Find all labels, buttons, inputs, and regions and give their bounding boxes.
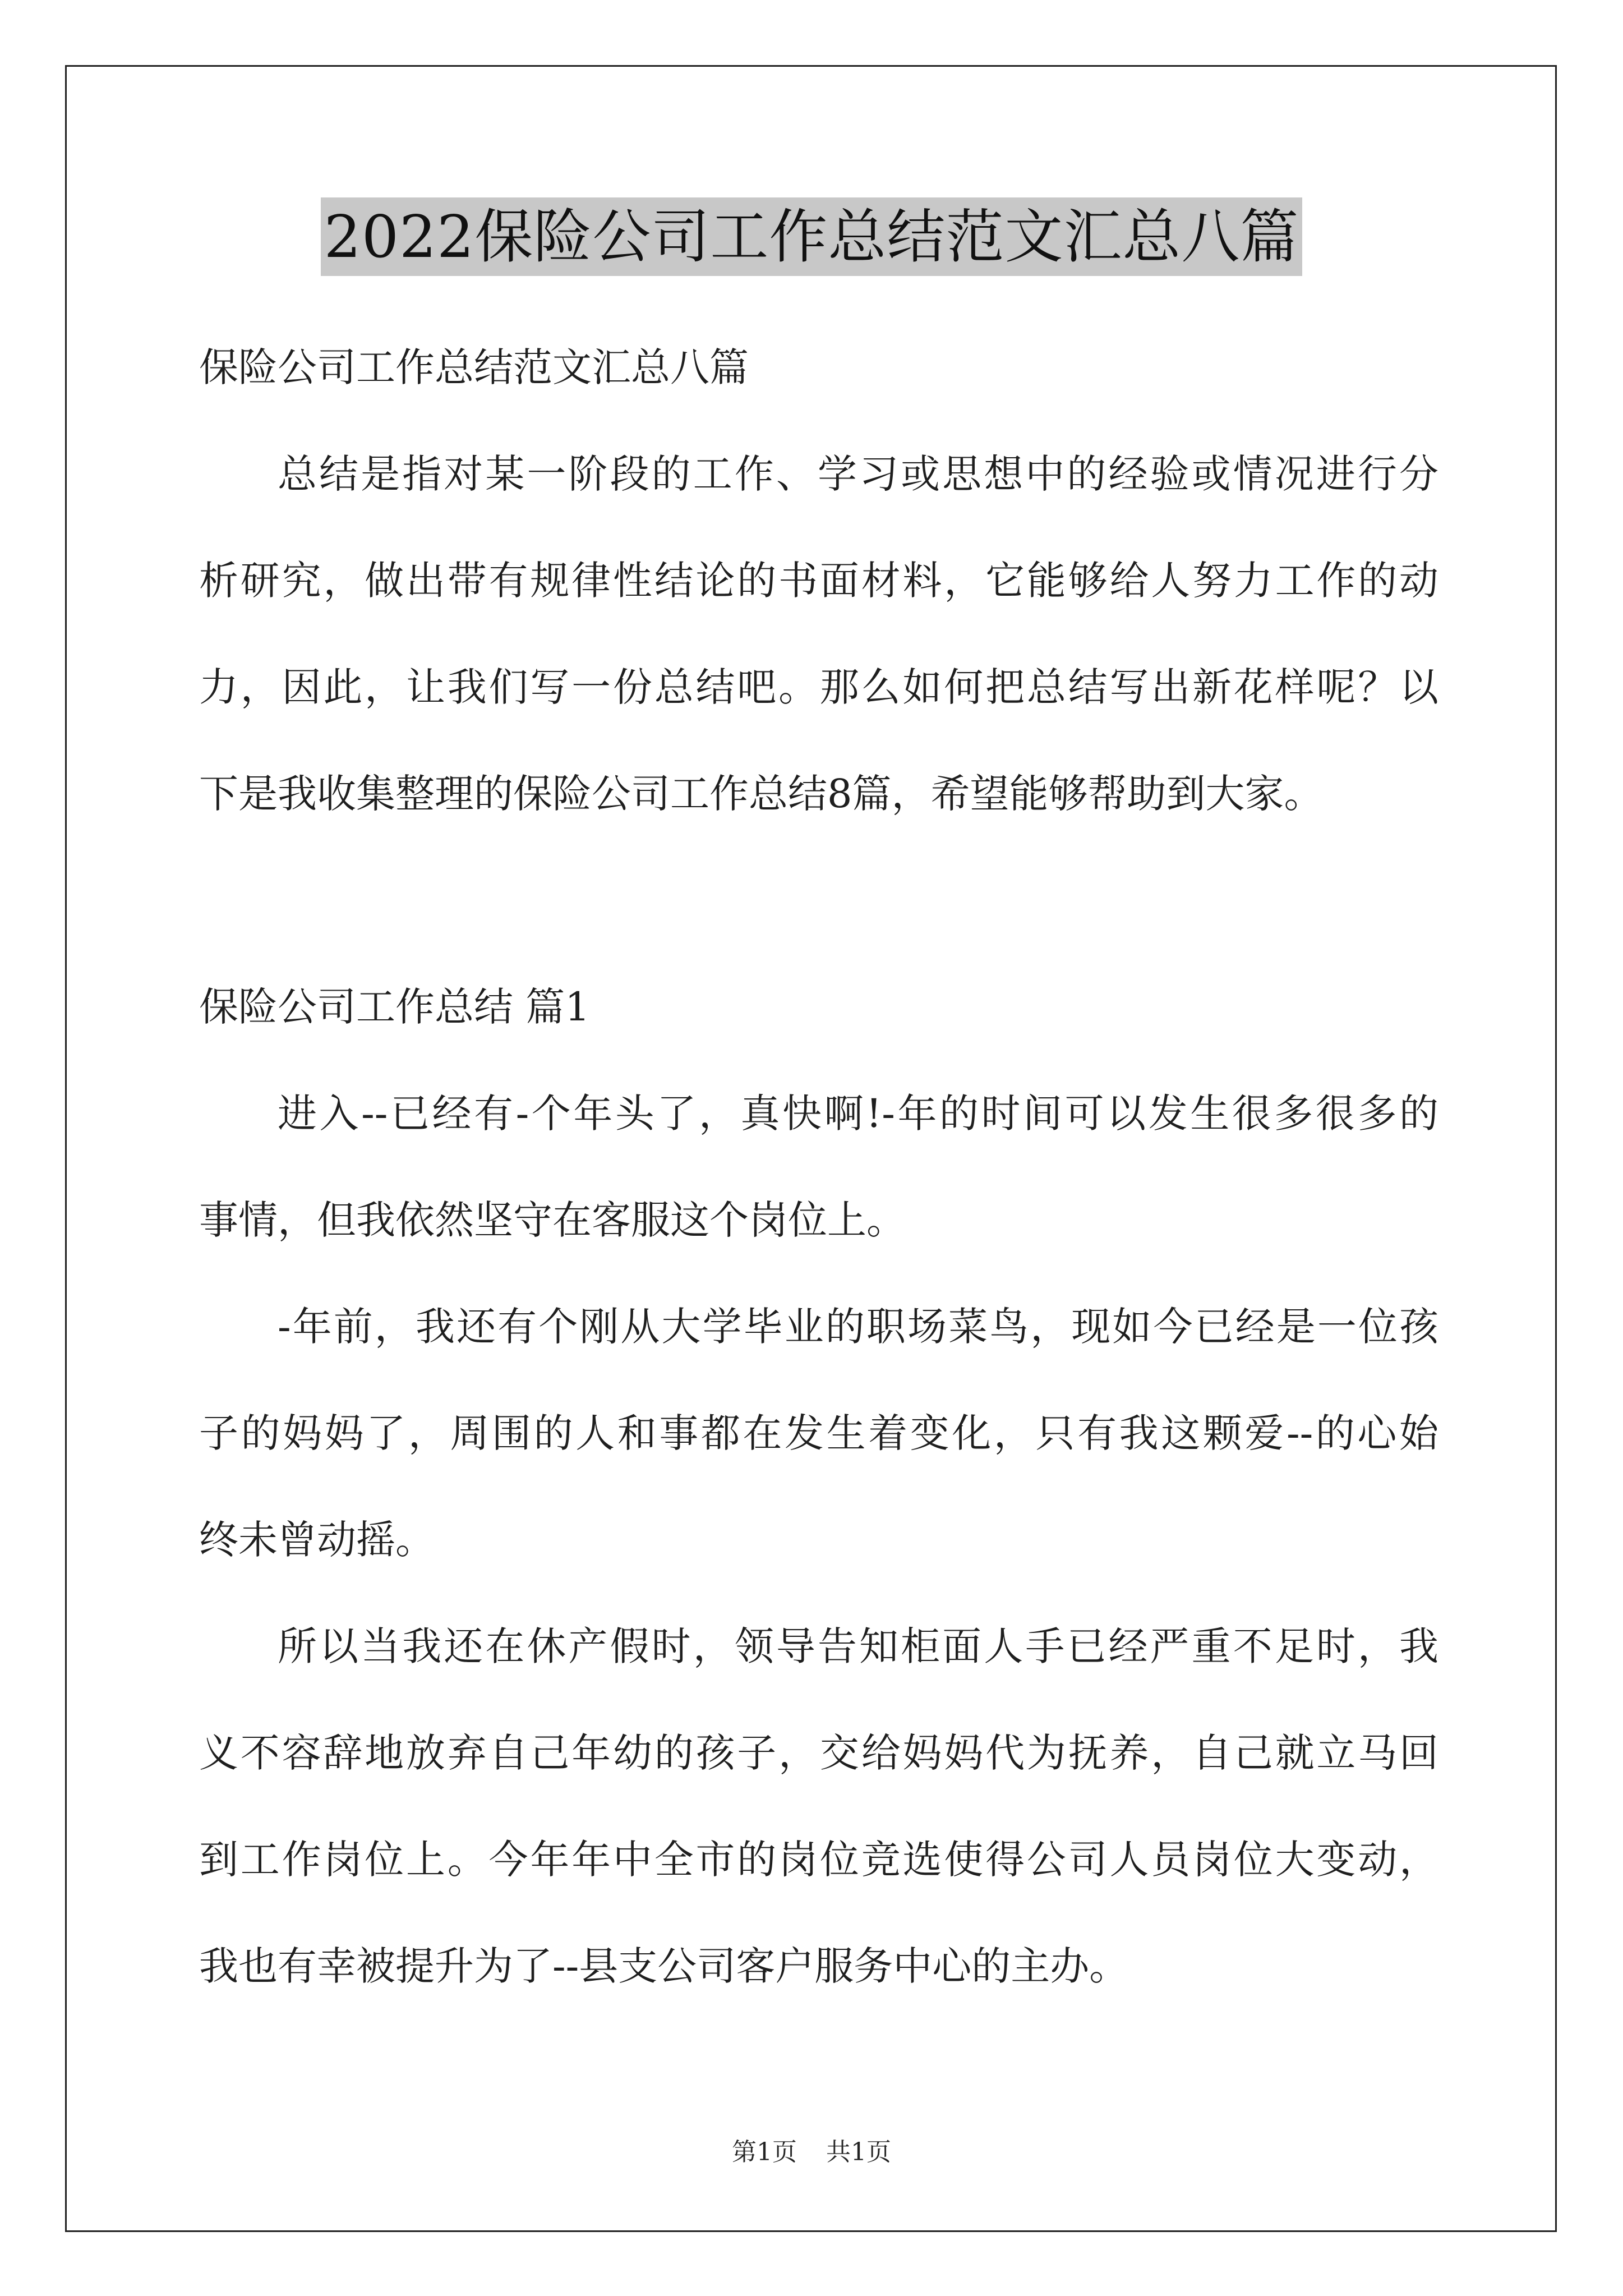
page-total: 共1页 (826, 2138, 891, 2166)
paragraph-line: 义不容辞地放弃自己年幼的孩子，交给妈妈代为抚养，自己就立马回 (199, 1730, 1438, 1776)
paragraph-line: 我也有幸被提升为了--县支公司客户服务中心的主办。 (199, 1943, 1129, 1989)
document-subtitle: 保险公司工作总结范文汇总八篇 (199, 344, 749, 390)
paragraph-line: 所以当我还在休产假时，领导告知柜面人手已经严重不足时，我 (278, 1623, 1438, 1669)
page-number: 第1页 (732, 2138, 797, 2166)
paragraph-line: 事情，但我依然坚守在客服这个岗位上。 (199, 1197, 906, 1243)
section-heading: 保险公司工作总结 篇1 (199, 984, 590, 1030)
document-title: 2022保险公司工作总结范文汇总八篇 (321, 197, 1303, 276)
intro-line: 总结是指对某一阶段的工作、学习或思想中的经验或情况进行分 (278, 451, 1438, 497)
paragraph-line: -年前，我还有个刚从大学毕业的职场菜鸟，现如今已经是一位孩 (278, 1304, 1438, 1350)
title-container (0, 197, 1623, 276)
paragraph-line: 终未曾动摇。 (199, 1517, 435, 1563)
paragraph-line: 子的妈妈了，周围的人和事都在发生着变化，只有我这颗爱--的心始 (199, 1410, 1438, 1456)
intro-line: 力，因此，让我们写一份总结吧。那么如何把总结写出新花样呢？以 (199, 664, 1438, 710)
paragraph-line: 到工作岗位上。今年年中全市的岗位竞选使得公司人员岗位大变动， (199, 1837, 1438, 1883)
intro-line: 析研究，做出带有规律性结论的书面材料，它能够给人努力工作的动 (199, 558, 1438, 604)
intro-line: 下是我收集整理的保险公司工作总结8篇，希望能够帮助到大家。 (199, 771, 1324, 817)
paragraph-line: 进入--已经有-个年头了，真快啊!-年的时间可以发生很多很多的 (278, 1091, 1438, 1137)
page-footer (0, 2132, 1623, 2168)
spacer (199, 847, 1438, 954)
document-body (199, 314, 1438, 2019)
